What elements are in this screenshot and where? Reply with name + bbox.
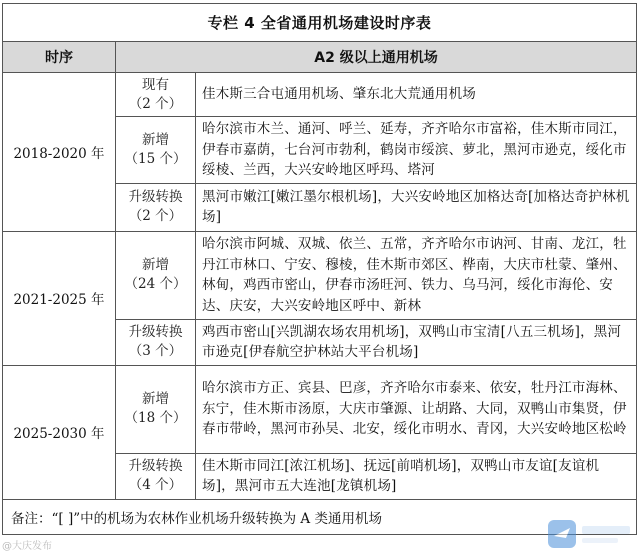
category-label: 新增 [142,257,169,273]
watermark-logo-icon [546,516,636,552]
category-count: （18 个） [124,410,187,426]
airport-list: 哈尔滨市木兰、通河、呼兰、延寿，齐齐哈尔市富裕，佳木斯市同江，伊春市嘉荫，七台河市勃利，鹤岗市绥滨、萝北，黑河市逊克，绥化市绥棱、兰西，大兴安岭地区呼玛、塔河 [196,117,637,184]
category-count: （2 个） [128,208,183,224]
category-count: （3 个） [128,343,183,359]
header-period: 时序 [3,42,116,73]
period-cell: 2021-2025 年 [3,231,116,365]
watermark-text: @大庆发布 [2,541,52,552]
category-cell [116,453,196,499]
category-count: （24 个） [124,276,187,292]
table-title: 专栏 4 全省通用机场建设时序表 [3,4,637,42]
category-cell [116,231,196,319]
airport-list: 黑河市嫩江[嫩江墨尔根机场]，大兴安岭地区加格达奇[加格达奇护林机场] [196,183,637,231]
table-note: 备注：“[ ]”中的机场为农林作业机场升级转换为 A 类通用机场 [3,499,637,534]
airport-list: 佳木斯市同江[浓江机场]、抚远[前哨机场]，双鸭山市友谊[友谊机场]，黑河市五大连池[龙镇机场] [196,453,637,499]
category-cell [116,73,196,117]
category-count: （4 个） [128,477,183,493]
category-label: 升级转换 [128,458,183,474]
category-count: （2 个） [128,95,183,112]
category-cell [116,183,196,231]
period-cell: 2025-2030 年 [3,365,116,499]
category-count: （15 个） [124,150,187,167]
category-label: 升级转换 [128,189,183,205]
airport-list: 佳木斯三合屯通用机场、肇东北大荒通用机场 [196,73,637,117]
period-cell: 2018-2020 年 [3,73,116,232]
category-label: 新增 [142,131,169,148]
category-cell [116,319,196,365]
airport-schedule-table [2,3,637,535]
category-cell [116,365,196,453]
category-label: 新增 [142,391,169,407]
header-airports: A2 级以上通用机场 [116,42,637,73]
category-label: 现有 [142,76,169,93]
airport-list: 哈尔滨市阿城、双城、依兰、五常，齐齐哈尔市讷河、甘南、龙江，牡丹江市林口、宁安、穆棱，佳木斯市郊区、桦南，大庆市杜蒙、肇州、林甸，鸡西市密山，伊春市汤旺河、铁力、乌马河，绥化市海伦、安达、庆安，大兴安岭地区呼中、新林 [196,231,637,319]
airport-list: 鸡西市密山[兴凯湖农场农用机场]，双鸭山市宝清[八五三机场]，黑河市逊克[伊春航空护林站大平台机场] [196,319,637,365]
category-cell [116,117,196,184]
category-label: 升级转换 [128,324,183,340]
airport-list: 哈尔滨市方正、宾县、巴彦，齐齐哈尔市泰来、依安，牡丹江市海林、东宁，佳木斯市汤原，大庆市肇源、让胡路、大同，双鸭山市集贤，伊春市带岭，黑河市孙吴、北安，绥化市明水、青冈，大兴安岭地区松岭 [196,365,637,453]
